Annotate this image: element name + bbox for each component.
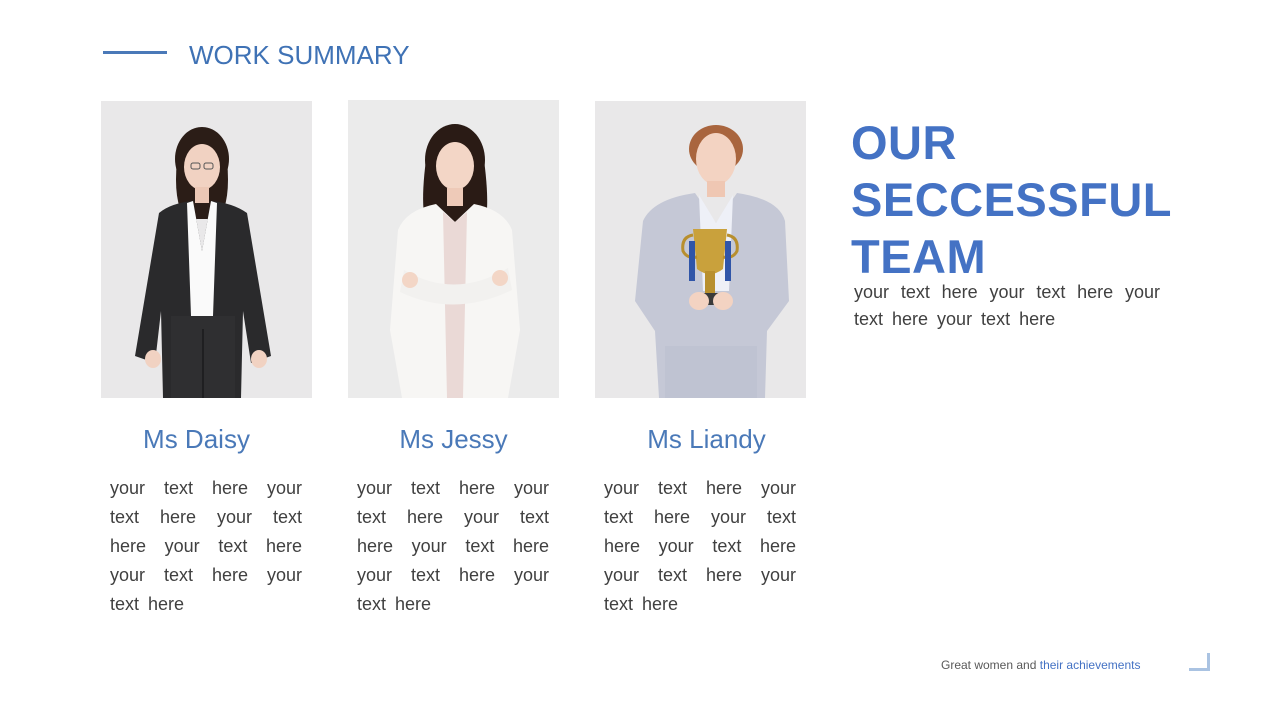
woman-white-coat-photo-icon: [348, 100, 559, 398]
member-description-liandy: your text here your text here your text here your text here your text here your text here: [604, 478, 796, 614]
member-name-daisy: Ms Daisy: [143, 424, 250, 454]
page-title: WORK SUMMARY: [189, 40, 410, 70]
corner-bracket-decoration: [1189, 653, 1210, 671]
footer-text-accent: their achievements: [1039, 658, 1141, 672]
member-name-liandy: Ms Liandy: [647, 424, 766, 454]
member-photo-daisy: [101, 101, 312, 398]
footer-caption: [941, 658, 1140, 672]
member-description-jessy: your text here your text here your text here your text here your text here your text here: [357, 478, 549, 614]
footer-text: Great women and: [941, 658, 1037, 672]
member-description-daisy: your text here your text here your text here your text here your text here your text here: [110, 478, 302, 614]
team-title: [851, 114, 1172, 285]
woman-black-suit-photo-icon: [101, 101, 312, 398]
woman-trophy-photo-icon: [595, 101, 806, 398]
team-title-line-1: OUR: [851, 116, 957, 169]
team-description: your text here your text here your text here your text here: [854, 282, 1160, 329]
team-title-line-2: SECCESSFUL: [851, 173, 1172, 226]
member-photo-liandy: [595, 101, 806, 398]
header-accent-line: [103, 51, 167, 54]
member-photo-jessy: [348, 100, 559, 398]
team-title-line-3: TEAM: [851, 230, 987, 283]
member-name-jessy: Ms Jessy: [399, 424, 508, 454]
